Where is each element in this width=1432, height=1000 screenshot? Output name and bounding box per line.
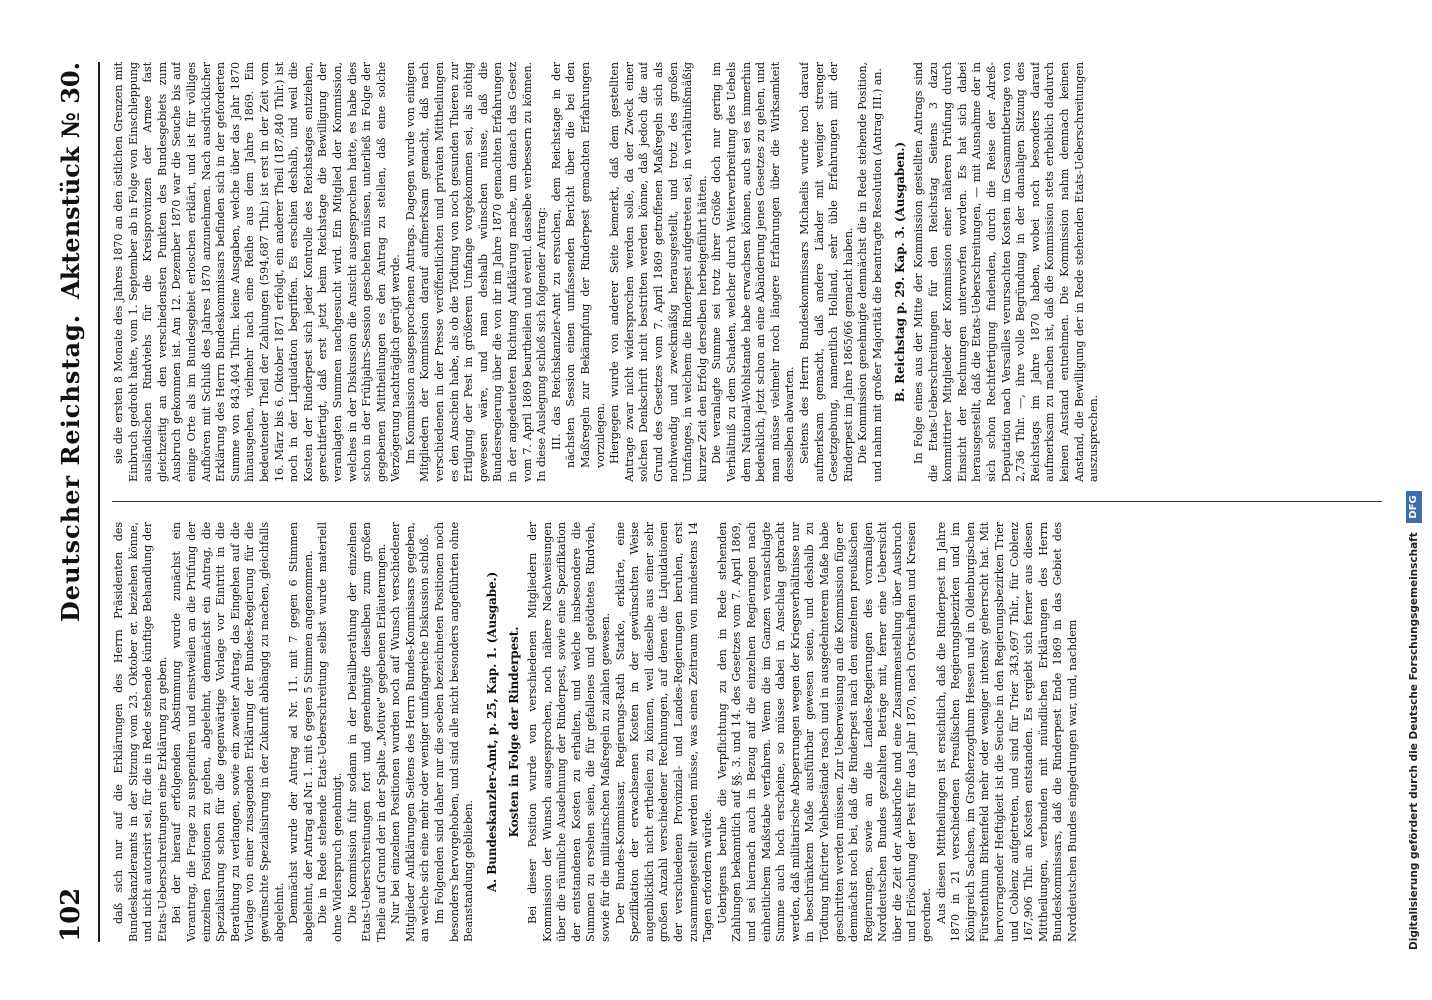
resolution-text: III. das Reichskanzler-Amt zu ersuchen, dem Reichstage in der nächsten Session einen umfassenden Bericht über die bei den Maßregeln zur Bekämpfung der Rinderpest gemachten Erfahrungen vorzulegen. <box>549 62 607 468</box>
section-subheading: Kosten in Folge der Rinderpest. <box>507 626 522 838</box>
watermark-text: Digitalisierung gefördert durch die Deutsche Forschungsgemeinschaft <box>1408 532 1420 950</box>
column-divider <box>112 501 1382 502</box>
paragraph: Im Kommission ausgesprochenen Antrags. Dagegen wurde von einigen Mitgliedern der Kommission darauf aufmerksam gemacht, daß nach verschiedenen in der Presse veröffentlichten und privaten Mittheilungen es den Anschein habe, als ob die Tödtung von noch gesunden Thieren zur Ertilgung der Pest in größerem Umfange vorgekommen sei, als nöthig gewesen wäre, und man deshalb wünschen müsse, daß die Bundesregierung über die von ihr im Jahre 1870 gemachten Erfahrungen in der angedeuteten Richtung Aufklärung mache, um danach das Gesetz vom 7. April 1869 beurtheilen und eventl. dasselbe verbessern zu können. In diese Auslegung schloß sich folgender Antrag: <box>403 62 549 482</box>
page-title: Deutscher Reichstag. <box>56 313 85 622</box>
paragraph: Nur bei einzelnen Positionen wurden noch auf Wunsch verschiedener Mitglieder Aufklärungen Seitens des Herrn Bundes-Kommissars gegeben, an welche sich eine mehr oder weniger umfangreiche Diskussion schloß. <box>389 522 432 942</box>
paragraph: Aus diesen Mittheilungen ist ersichtlich, daß die Rinderpest im Jahre 1870 in 21 verschiedenen Preußischen Regierungsbezirken und im Königreich Sachsen, im Großherzogthum Hessen und in Oldenburgischen Fürstenthum Birkenfeld mehr oder weniger intensiv geherrscht hat. Mit hervorragender Heftigkeit ist die Seuche in den Regierungsbezirken Trier und Coblenz aufgetreten, und sind für Trier 343,697 Thlr., für Coblenz 167,906 Thlr. an Kosten entstanden. Es ergiebt sich ferner aus diesen Mittheilungen, verbunden mit mündlichen Erklärungen des Herrn Bundeskommissars, daß die Rinderpest Ende 1869 in das Gebiet des Norddeutschen Bundes eingedrungen war, und, nachdem <box>934 522 1079 942</box>
paragraph: Der Bundes-Kommissar, Regierungs-Rath Starke, erklärte, eine Spezifikation der erwachsenen Kosten in der gewünschten Weise augenblicklich nicht ertheilen zu können, weil dieselbe aus einer sehr großen Anzahl verschiedener Rechnungen, auf denen die Liquidationen der verschiedenen Provinzial- und Landes-Regierungen beruhen, erst zusammengestellt werden müsse, was einen Zeitraum von mindestens 14 Tagen erfordern würde. <box>613 522 715 942</box>
paragraph: Hiergegen wurde von anderer Seite bemerkt, daß dem gestellten Antrage zwar nicht widersprochen werden solle, da der Zweck einer solchen Denkschrift nicht bestritten werden könne, daß jedoch die auf Grund des Gesetzes vom 7. April 1869 getroffenen Maßregeln sich als nothwendig und zweckmäßig herausgestellt, und trotz des großen Umfanges, in welchem die Rinderpest aufgetreten sei, in verhältnißmäßig kurzer Zeit den Erfolg derselben herbeigeführt hätten. <box>608 62 709 482</box>
paragraph: Die Kommission fuhr sodann in der Detailberathung der einzelnen Etats-Ueberschreitungen fort und genehmigte dieselben zum großen Theile auf Grund der in der Spalte „Motive" gegebenen Erläuterungen. <box>345 522 388 942</box>
paragraph: Im Folgenden sind daher nur die soeben bezeichneten Positionen noch besonders hervorgehoben, und sind alle nicht besonders angeführten ohne Beanstandung geblieben. <box>433 522 476 942</box>
watermark-text-row <box>1402 50 1426 950</box>
document-number: Aktenstück № 30. <box>56 62 85 299</box>
paragraph: Demnächst wurde der Antrag ad Nr. 11. mit 7 gegen 6 Stimmen abgelehnt, der Antrag ad Nr. 1. mit 6 gegen 5 Stimmen angenommen. <box>287 522 315 942</box>
page-header <box>48 62 100 942</box>
left-column <box>112 522 1382 942</box>
right-column <box>112 62 1382 482</box>
section-heading: A. Bundeskanzler-Amt, p. 25, Kap. 1. (Ausgabe.) <box>484 571 499 893</box>
paragraph: Seitens des Herrn Bundeskommissars Michaelis wurde noch darauf aufmerksam gemacht, daß andere Länder mit weniger strenger Gesetzgebung, namentlich Holland, sehr üble Erfahrungen mit der Rinderpest im Jahre 1865/66 gemacht haben. <box>797 62 855 482</box>
text-columns <box>112 62 1392 942</box>
paragraph: Uebrigens beruhe die Verpflichtung zu den in Rede stehenden Zahlungen bekanntlich auf §§. 3. und 14. des Gesetzes vom 7. April 1869, und sei hiernach auch in Bezug auf die einzelnen Regierungen nach einheitlichem Maßstabe verfahren. Wenn die im Ganzen veranschlagte Summe auch hoch erscheine, so müsse dabei in Anschlag gebracht werden, daß militairische Absperrungen wegen der Kriegsverhältnisse nur in beschränktem Maße ausführbar gewesen seien, und deshalb zu Tödtung inficirter Viehbestände rasch und in ausgedehnterem Maße habe geschritten werden müssen. Zur Ueberweisung an die Kommission füge er demnächst noch bei, daß die Rinderpest nach den einzelnen preußischen Regierungen, sowie an die Landes-Regierungen des vormaligen Norddeutschen Bundes gezahlten Beträge mit, ferner eine Uebersicht über die Zeit der Ausbrüche und eine Zusammenstellung über Ausbruch und Erlöschung der Pest für das Jahr 1870, nach Ortschaften und Kreisen geordnet. <box>715 522 934 942</box>
dfg-logo: DFG <box>1406 491 1422 522</box>
paragraph: Die in Rede stehende Etats-Ueberschreitung selbst wurde materiell ohne Widerspruch genehmigt. <box>316 522 344 942</box>
paragraph: sie die ersten 8 Monate des Jahres 1870 an den östlichen Grenzen mit Einbruch gedroht hatte, vom 1. September ab in Folge von Einschleppung ausländischen Rindviehs für die Kreisprovinzen der Armee fast gleichzeitig an den verschiedensten Punkten des Bundesgebiets zum Ausbruch gekommen ist. Am 12. Dezember 1870 war die Seuche bis auf einige Orte als im Bundesgebiet erloschen erklärt, und ist für völliges Aufhören mit Schluß des Jahres 1870 anzunehmen. Nach ausdrücklicher Erklärung des Herrn Bundeskommissars befinden sich in der geforderten Summe von 843,404 Thlrn. keine Ausgaben, welche über das Jahr 1870 hinausgehen, vielmehr nach eine Reihe aus dem Jahre 1869. Ein bedeutender Theil der Zahlungen (594,687 Thlr.) ist erst in der Zeit vom 16. März bis 6. Oktober 1871 erfolgt, ein anderer Theil (187,840 Thlr.) ist noch in der Liquidation begriffen. Es erschien deshalb, und weil die Kosten der Rinderpest sich jeder Kontrolle des Reichstages entziehen, gerechtfertigt, daß erst jetzt beim Reichstage die Bewilligung der veranlagten Summen nachgesucht wird. Ein Mitglied der Kommission, welches in der Diskussion die Ansicht ausgesprochen hatte, es habe dies schon in der Frühjahrs-Session geschehen müssen, unterließ in Folge der gegebenen Mittheilungen es den Antrag zu stellen, daß eine solche Verzögerung nachträglich gerügt werde. <box>112 62 403 482</box>
paragraph: Die veranlagte Summe sei trotz ihrer Größe doch nur gering im Verhältniß zu dem Schaden, welcher durch Weiterverbreitung des Uebels dem National-Wohlstande habe erwachsen können, auch sei es immerhin bedenklich, jetzt schon an eine Abänderung jenes Gesetzes zu gehen, und man müsse vielmehr noch längere Erfahrungen über die Wirksamkeit desselben abwarten. <box>710 62 797 482</box>
paragraph: Die Kommission genehmigte demnächst die in Rede stehende Position, und nahm mit großer Majorität die beantragte Resolution (Antrag III.) an. <box>856 62 884 482</box>
paragraph: Bei der hierauf erfolgenden Abstimmung wurde zunächst ein Vorantrag, die Frage zu suspendiren und einstweilen an die Prüfung der einzelnen Positionen zu gehen, abgelehnt, demnächst ein Antrag, die Spezialisirung schon für die gegenwärtige Vorlage vor Eintritt in die Berathung zu verlangen, sowie ein zweiter Antrag, das Eingehen auf die Vorlage von einer zusagenden Erklärung der Bundes-Regierung für die gewünschte Spezialisirung in der Zukunft abhängig zu machen, gleichfalls abgelehnt. <box>170 522 286 942</box>
paragraph: daß sich nur auf die Erklärungen des Herrn Präsidenten des Bundeskanzleramts in der Sitzung vom 23. Oktober er. beziehen könne, und nicht autorisirt sei, für die in Rede stehende künftige Behandlung der Etats-Ueberschreitungen eine Erklärung zu geben. <box>112 522 169 942</box>
paragraph: In Folge eines aus der Mitte der Kommission gestellten Antrags sind die Etats-Ueberschreitungen für den Reichstag Seitens 3 dazu kommittirter Mitglieder der Kommission einer näheren Prüfung durch Einsicht der Rechnungen unterworfen worden. Es hat sich dabei herausgestellt, daß die Etats-Ueberschreitungen, — mit Ausnahme der in sich schon Rechtfertigung findenden, durch die Reise der Adreß-Deputation nach Versailles verursachten Kosten im Gesammtbetrage von 2,736 Thlr. —, ihre volle Begründung in der damaligen Sitzung des Reichstags im Jahre 1870 haben, wobei noch besonders darauf aufmerksam zu machen ist, daß die Kommission stets erheblich dadurch keinen Anstand entnehmen. Die Kommission nahm demnach keinen Anstand, die Bewilligung der in Rede stehenden Etats-Ueberschreitungen auszusprechen. <box>912 62 1101 482</box>
document-page <box>26 22 1406 982</box>
paragraph: Bei dieser Position wurde von verschiedenen Mitgliedern der Kommission der Wunsch ausgesprochen, noch nähere Nachweisungen über die räumliche Ausdehnung der Rinderpest, sowie eine Spezifikation der entstandenen Kosten zu erhalten, und welche insbesondere die Summen zu ersehen seien, die für gefallenes und getödtetes Rindvieh, sowie für die militairischen Maßregeln zu zahlen gewesen. <box>526 522 612 942</box>
section-heading: B. Reichstag p. 29. Kap. 3. (Ausgaben.) <box>893 141 908 403</box>
page-number: 102 <box>56 887 86 942</box>
digitization-watermark <box>1402 50 1426 950</box>
